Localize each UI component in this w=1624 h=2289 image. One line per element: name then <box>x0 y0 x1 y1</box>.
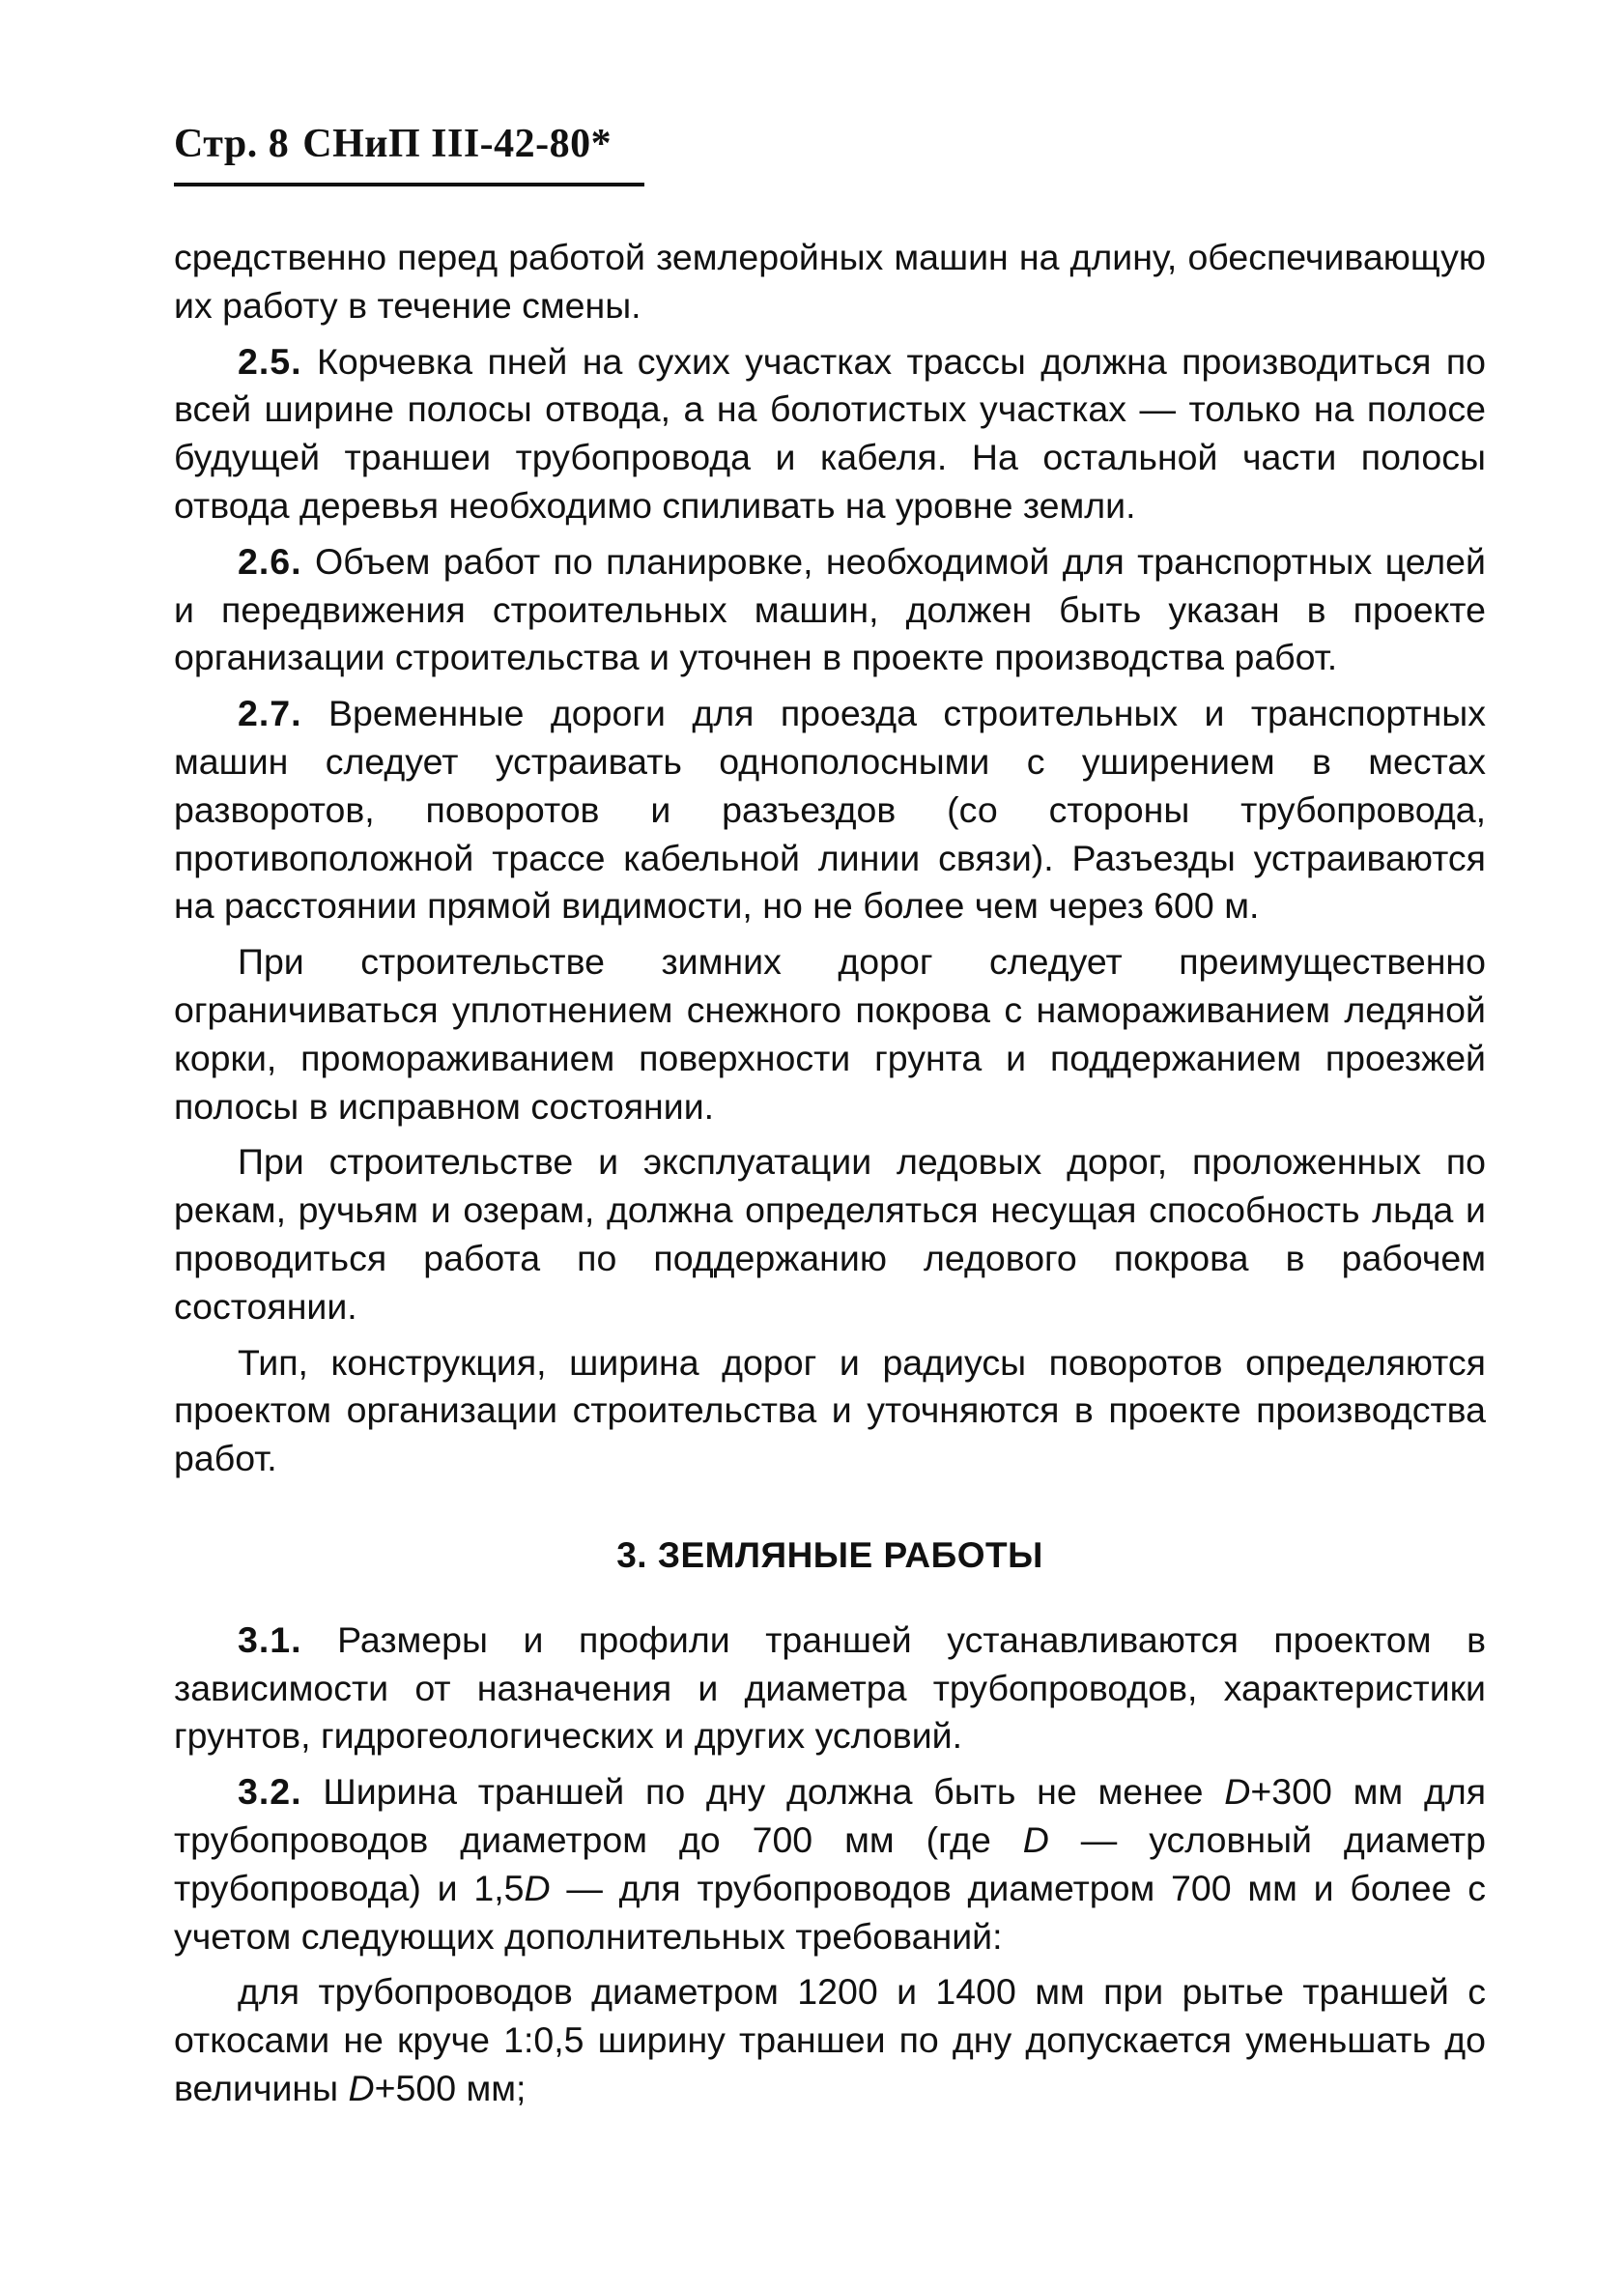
clause-text: Ширина траншей по дну должна быть не менее <box>323 1771 1204 1813</box>
paragraph-ice-roads: При строительстве и эксплуатации ледовых дорог, проложенных по рекам, ручьям и озерам, должна определяться несущая способность льда и проводиться работа по поддержанию ледового покрова в рабочем состоянии. <box>174 1141 1486 1327</box>
variable-d: D <box>524 1867 551 1908</box>
paragraph-3-1 <box>174 1617 1486 1760</box>
clause-number: 2.5. <box>238 340 302 382</box>
paragraph-requirement <box>174 1968 1486 2112</box>
clause-text: — условный диаметр трубопровода) и 1,5 <box>174 1818 1487 1908</box>
document-code: СНиП III-42-80* <box>302 122 613 166</box>
clause-number: 3.2. <box>238 1771 302 1813</box>
page-number: Стр. 8 <box>174 122 290 166</box>
clause-text: Временные дороги для проезда строительных и транспортных машин следует устраивать однополосными с уширением в местах разворотов, поворотов и разъездов (со стороны трубопровода, противоположной трассе кабельной линии связи). Разъезды устраиваются на расстоянии прямой видимости, но не более чем через 600 м. <box>174 693 1486 927</box>
section-number: 3. <box>616 1534 648 1575</box>
clause-text: — для трубопроводов диаметром 700 мм и более с учетом следующих дополнительных требований: <box>174 1867 1487 1957</box>
running-header <box>174 124 612 164</box>
variable-d: D <box>1224 1771 1251 1813</box>
clause-number: 2.6. <box>238 540 302 582</box>
section-title: ЗЕМЛЯНЫЕ РАБОТЫ <box>657 1534 1043 1575</box>
header-rule <box>174 183 644 186</box>
clause-text: Размеры и профили траншей устанавливаются проектом в зависимости от назначения и диаметра трубопроводов, характеристики грунтов, гидрогеологических и других условий. <box>174 1618 1486 1757</box>
paragraph-2-7 <box>174 690 1486 930</box>
variable-d: D <box>1022 1818 1049 1860</box>
clause-text: +300 мм для трубопроводов диаметром до 700 мм (где <box>174 1771 1487 1860</box>
clause-text: Корчевка пней на сухих участках трассы должна производиться по всей ширине полосы отвода, а на болотистых участках — только на полосе будущей траншеи трубопровода и кабеля. На остальной части полосы отвода деревья необходимо спиливать на уровне земли. <box>174 340 1487 526</box>
paragraph-2-6 <box>174 538 1486 682</box>
section-heading <box>174 1531 1486 1580</box>
paragraph-2-5 <box>174 338 1486 530</box>
paragraph-winter-roads: При строительстве зимних дорог следует преимущественно ограничиваться уплотнением снежного покрова с намораживанием ледяной корки, промораживанием поверхности грунта и поддержанием проезжей полосы в исправном состоянии. <box>174 941 1486 1127</box>
clause-text: для трубопроводов диаметром 1200 и 1400 мм при рытье траншей с откосами не круче 1:0,5 ширину траншеи по дну допускается уменьшать до величины <box>174 1971 1486 2108</box>
clause-number: 3.1. <box>238 1618 302 1660</box>
variable-d: D <box>348 2067 375 2108</box>
paragraph-road-type: Тип, конструкция, ширина дорог и радиусы поворотов определяются проектом организации строительства и уточняются в проекте производства работ. <box>174 1341 1486 1479</box>
clause-text: Объем работ по планировке, необходимой для транспортных целей и передвижения строительных машин, должен быть указан в проекте организации строительства и уточнен в проекте производства работ. <box>174 540 1486 678</box>
clause-text: +500 мм; <box>374 2067 527 2108</box>
paragraph-continuation: средственно перед работой землеройных машин на длину, обеспечивающую их работу в течение смены. <box>174 237 1486 326</box>
paragraph-3-2 <box>174 1768 1486 1960</box>
clause-number: 2.7. <box>238 693 302 734</box>
document-body <box>174 234 1486 2113</box>
